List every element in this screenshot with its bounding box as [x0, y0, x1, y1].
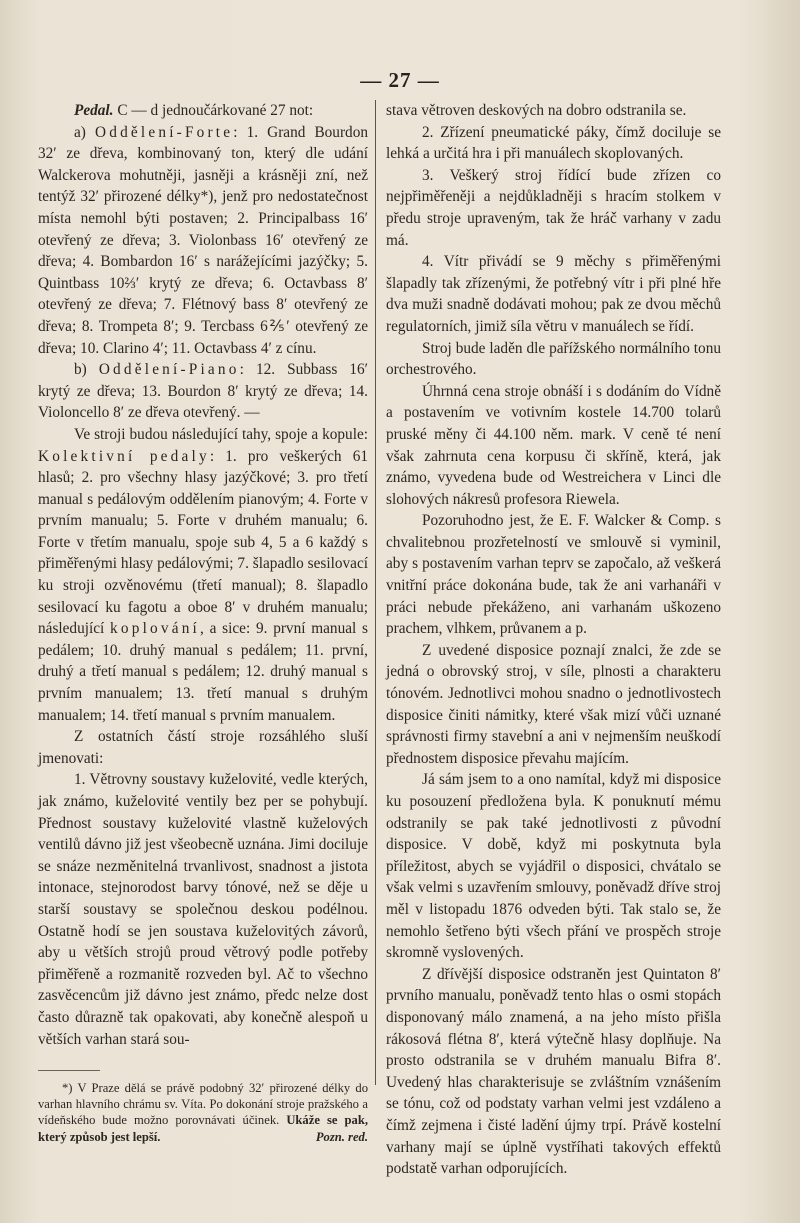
right-column [386, 100, 721, 1180]
paragraph-disposition: Z uvedené disposice poznají znalci, že zde se jedná o obrovský stroj, v síle, plnosti a charakteru tónovém. Jednotlivci mohou snadno o jednotlivostech disposice činiti námitky, které však mizí vůči uznané správnosti firmy stavební a ani v nejmenším neuškodí přednostem disposice převahu majícím. [386, 641, 721, 767]
paragraph-couplers [38, 424, 368, 726]
footnote-rule [38, 1070, 100, 1071]
couplers-text: : 1. pro veškerých 61 hlasů; 2. pro všechny hlasy jazýčkové; 3. pro třetí manual s pedálovým oddělením pianovým; 4. Forte v prvním manualu; 5. Forte v druhém manualu; 6. Forte v třetím manualu, spoje sub 4, 5 a 6 každý s přiměřenými hlasy pedálovými; 7. šlapadlo sesilovací ku stroji ozvěnovému (třetí manual); 8. šlapadlo sesilovací ku fagotu a oboe 8′ v druhém manualu; následující [38, 447, 369, 638]
pedal-range-text: C — d jednoučárkované 27 not: [113, 102, 314, 119]
paragraph-other-parts: Z ostatních částí stroje rozsáhlého sluší jmenovati: [38, 728, 368, 767]
division-title-piano: Oddělení-Piano [98, 361, 240, 379]
paragraph-continuation: stava větroven deskových na dobro odstranila se. [386, 102, 687, 119]
coupling-title: koplování [110, 620, 201, 638]
paragraph-tuning: Stroj bude laděn dle pařížského normálního tonu orchestrového. [386, 339, 721, 379]
column-divider [375, 100, 376, 1085]
paragraph-pneumatic-lever: 2. Zřízení pneumatické páky, čímž dociluje se lehká a určitá hra i při manuálech skoplovaných. [386, 123, 721, 163]
paragraph-price: Úhrnná cena stroje obnáší i s dodáním do Vídně a postavením ve votivním kostele 14.700 tolarů pruské měny či 44.100 něm. mark. V ceně té není však zahrnuta cena korpusu či skříně, která, jak známo, vyvedena bude od Westreichera v Linci dle slohových nákresů profesora Riewela. [386, 382, 721, 508]
footnote-signature: Pozn. red. [315, 1129, 368, 1144]
paragraph-pedal-heading [38, 100, 368, 122]
piano-stops-text: : 12. Subbass 16′ krytý ze dřeva; 13. Bourdon 8′ krytý ze dřeva; 14. Violoncello 8′ ze dřeva otevřený. — [38, 361, 368, 422]
footnote-bold-text: Ukáže se pak, který způsob jest lepší. [38, 1113, 368, 1144]
division-title-forte: Oddělení-Forte [94, 123, 234, 141]
paragraph-bellows: 4. Vítr přivádí se 9 měchy s přiměřenými šlapadly tak zřízenými, že potřebný vítr i při plné hře dva muži snadně dodávati mohou; pak ze dvou měchů regulatorních, jimiž síla větru v manuálech se řídí. [386, 253, 721, 335]
paragraph-console: 3. Veškerý stroj řídící bude zřízen co nejpřiměřeněji a nejdůkladněji s hracím stolkem v předu stroje upraveným, tak že hráč varhany v zadu má. [386, 166, 721, 249]
list-prefix: b) [74, 361, 99, 379]
paragraph-forte-division [38, 122, 368, 360]
paragraph-windchests: 1. Větrovny soustavy kuželovité, vedle kterých, jak známo, kuželovité ventily bez per se pohybují. Přednost soustavy kuželovité vlastně kuželových ventilů dávno již jest všeobecně uznána. Jimi dociluje se snáze nezměnitelná trvanlivost, snadnost a jistota intonace, stejnorodost barvy tónové, než se děje u starší soustavy se společnou deskou podélnou. Ostatně hodí se jen soustava kuželovitých závorů, aby u větších strojů proud větrový podle potřeby přiměřeně a rozmanitě rozveden byl. Ač to všechno zasvěcencům již dávno jest známo, předc nelze dost často důrazně tak opakovati, aby konečně alespoň u větších varhan stará sou- [38, 771, 368, 1048]
paragraph-walcker: Pozoruhodno jest, že E. F. Walcker & Comp. s chvalitebnou prozřetelností ve smlouvě si vyminil, aby s postavením varhan teprv se započalo, až veškerá vnitřní práce dokonána bude, tak že ani varhanáři v práci nebude překáženo, ani varhanám uškozeno prachem, vlhkem, průvanem a p. [386, 512, 721, 638]
left-column [38, 100, 368, 1050]
paragraph-author-remarks: Já sám jsem to a ono namítal, když mi disposice ku posouzení předložena byla. K ponuknutí mému odstranily se pak také jednotlivosti z původní disposice. V době, když mi poskytnuta byla příležitost, abych se vyjádřil o disposici, chvátalo se však velmi s uzavřením smlouvy, poněvadž dříve stroj měl v listopadu 1876 odveden býti. Tak stalo se, že nemohlo šetřeno býti všech přání ve prospěch stroje skromně vyslovených. [386, 771, 721, 962]
forte-stops-text: : 1. Grand Bourdon 32′ ze dřeva, kombinovaný ton, který dle udání Walckerova mohutněji, jasněji a krásněji zní, než tentýž 32′ přirozené délky*), jenž pro nedostatečnost místa nemohl býti postaven; 2. Principalbass 16′ otevřený ze dřeva; 3. Violonbass 16′ otevřený ze dřeva; 4. Bombardon 16′ s narážejícími jazýčky; 5. Quintbass 10⅔′ krytý ze dřeva; 6. Octavbass 8′ otevřený ze dřeva; 7. Flétnový bass 8′ otevřený ze dřeva; 8. Trompeta 8′; 9. Tercbass 6⅖′ otevřený ze dřeva; 10. Clarino 4′; 11. Octavbass 4′ z cínu. [38, 123, 368, 357]
page-number: — 27 — [360, 68, 440, 92]
pedal-label: Pedal. [74, 102, 114, 119]
paragraph-removed-stops: Z dřívější disposice odstraněn jest Quintaton 8′ prvního manualu, poněvadž tento hlas o osmi stopách disponovaný málo znamená, a na jeho místo přišla rákosová flétna 8′, která výtečně hlasy doplňuje. Na prosto odstranila se v druhém manualu Bifra 8′. Uvedený hlas charakterisuje se zvláštním vznášením se tónu, což od podstaty varhan velmi jest vzdáleno a čímž zejmena i čisté ladění újmy trpí. Právě kostelní varhany mají se úplně vystříhati takových effektů podstatě varhan odporujících. [386, 965, 721, 1178]
coupling-text: , a sice: 9. první manual s pedálem; 10. druhý manual s pedálem; 11. první, druhý a třetí manual s pedálem; 12. druhý manual s prvním manualem; 13. třetí manual s druhým manualem; 14. třetí manual s prvním manualem. [38, 620, 368, 724]
footnote-text: *) V Praze dělá se právě podobný 32′ přirozené délky do varhan hlavního chrámu sv. Víta. Po dokonání stroje pražského a vídeňského bude možno porovnávati účinek. [38, 1081, 368, 1128]
collective-pedals-title: Kolektivní pedaly [38, 447, 210, 465]
couplers-intro: Ve stroji budou následující tahy, spoje a kopule: [74, 425, 368, 443]
paragraph-piano-division [38, 359, 368, 424]
list-prefix: a) [74, 123, 95, 141]
footnote [38, 1080, 368, 1145]
